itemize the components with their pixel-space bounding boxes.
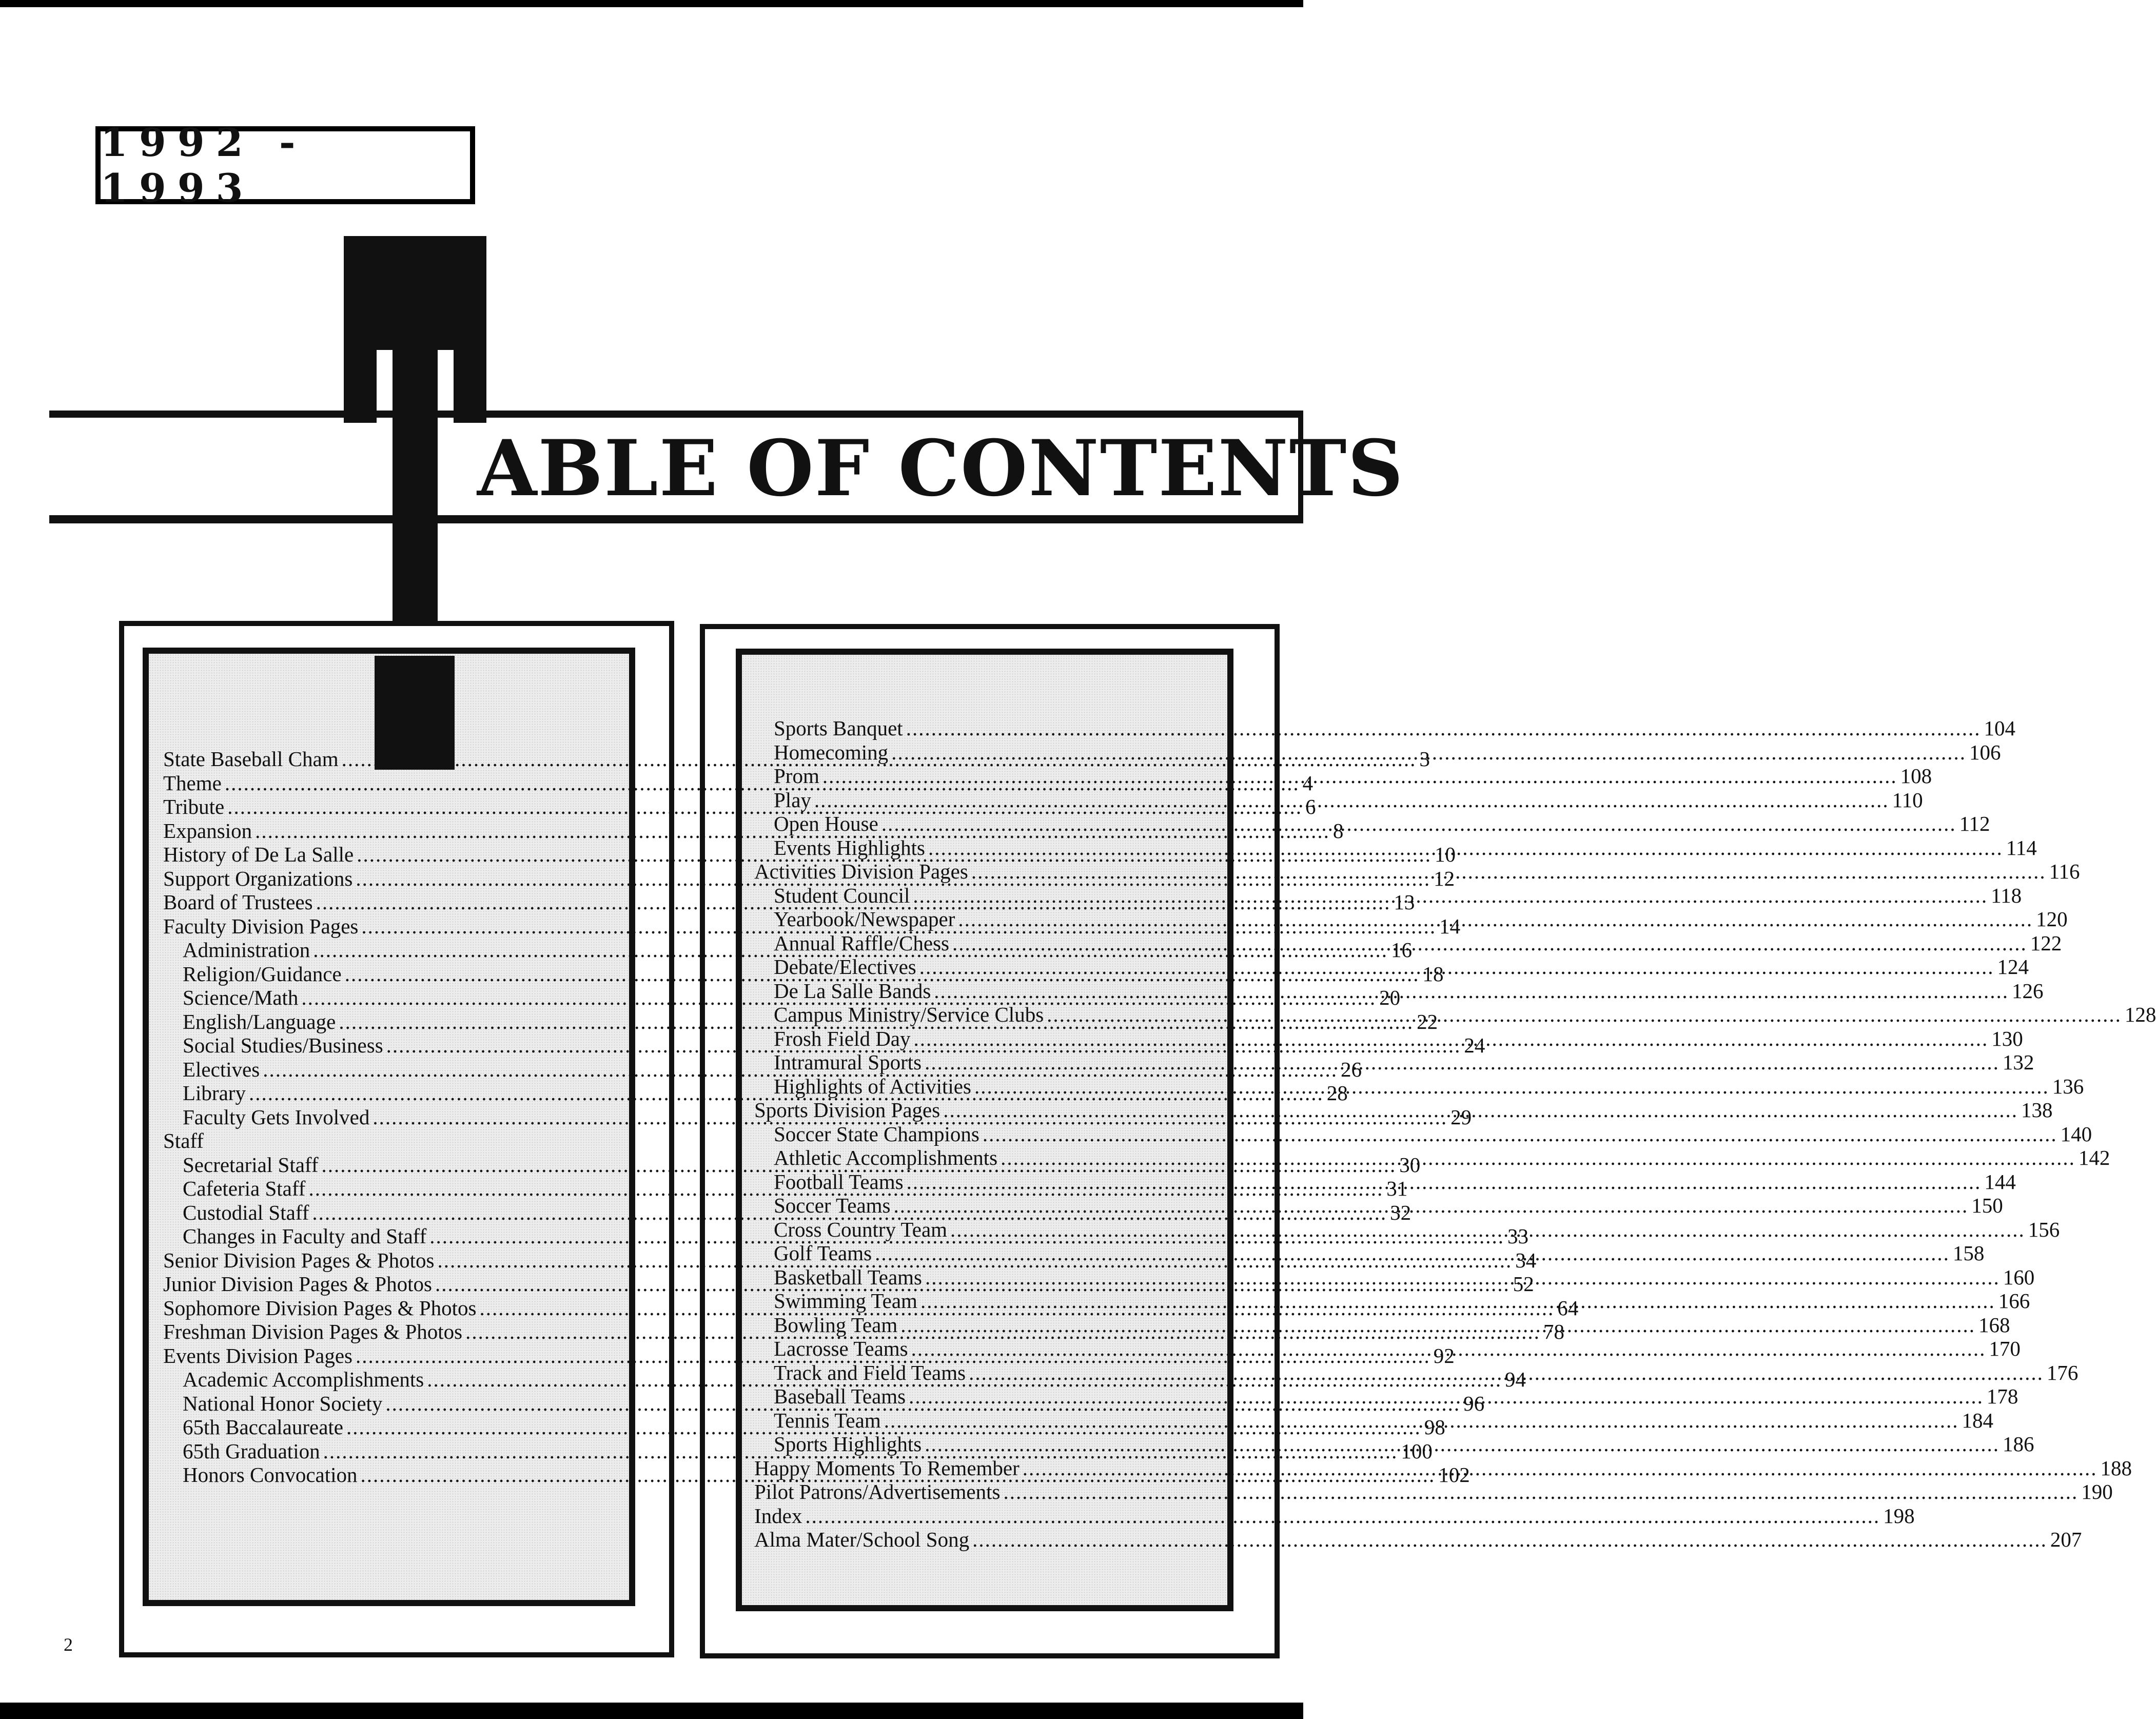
toc-entry-page: 24 xyxy=(1464,1033,1485,1057)
toc-entry-page: 78 xyxy=(1543,1320,1564,1343)
toc-entry-page: 64 xyxy=(1557,1296,1579,1320)
toc-entry-page: 33 xyxy=(1507,1224,1528,1248)
toc-entry-page: 94 xyxy=(1505,1368,1526,1391)
toc-entry-page: 170 xyxy=(1989,1337,2021,1360)
toc-entry-page: 178 xyxy=(1986,1384,2018,1408)
toc-leader-dots xyxy=(920,1289,1995,1313)
toc-entry-label: De La Salle Bands xyxy=(774,979,931,1003)
t-foot-overlay xyxy=(375,656,455,770)
toc-entry-page: 92 xyxy=(1433,1343,1455,1368)
toc-entry-page: 166 xyxy=(1998,1289,2030,1313)
toc-entry-label: Athletic Accomplishments xyxy=(774,1146,998,1169)
toc-entry-label: Football Teams xyxy=(774,1169,904,1194)
toc-entry-label: History of De La Salle xyxy=(163,843,354,866)
toc-entry-page: 186 xyxy=(2002,1432,2034,1456)
toc-entry-label: Library xyxy=(183,1081,246,1105)
toc-leader-dots xyxy=(911,1337,1986,1361)
toc-entry-page: 132 xyxy=(2002,1050,2034,1074)
toc-entry-label: Golf Teams xyxy=(774,1241,872,1265)
toc-entry-label: Lacrosse Teams xyxy=(774,1337,908,1360)
toc-entry-page: 120 xyxy=(2036,907,2068,931)
toc-entry-page: 10 xyxy=(1434,843,1456,866)
toc-entry-label: Freshman Division Pages & Photos xyxy=(163,1320,463,1343)
toc-entry-page: 130 xyxy=(1991,1026,2023,1050)
toc-entry-page: 52 xyxy=(1513,1272,1534,1296)
toc-entry-label: Sports Banquet xyxy=(774,716,903,740)
toc-entry-label: Play xyxy=(774,788,811,812)
toc-entry-page: 156 xyxy=(2028,1217,2060,1241)
toc-entry xyxy=(754,716,2015,740)
toc-entry-page: 13 xyxy=(1394,890,1415,914)
toc-entry-label: Changes in Faculty and Staff xyxy=(183,1224,427,1248)
toc-entry-page: 144 xyxy=(1984,1169,2016,1194)
year-box xyxy=(95,120,475,211)
page-number: 2 xyxy=(64,1634,73,1655)
toc-entry-page: 26 xyxy=(1341,1057,1362,1081)
toc-leader-dots xyxy=(952,931,2027,955)
toc-entry-label: Soccer Teams xyxy=(774,1194,891,1217)
toc-leader-dots xyxy=(881,812,1956,836)
title-rule-top xyxy=(49,411,1303,418)
toc-entry-label: Events Highlights xyxy=(774,835,925,860)
toc-leader-dots xyxy=(958,907,2033,931)
toc-leader-dots xyxy=(884,1409,1959,1433)
toc-entry-page: 34 xyxy=(1515,1248,1537,1272)
toc-leader-dots xyxy=(950,1218,2025,1242)
toc-entry-label: Frosh Field Day xyxy=(774,1026,911,1050)
toc-entry-label: Expansion xyxy=(163,818,252,843)
toc-entry xyxy=(754,788,1923,812)
toc-entry xyxy=(754,1122,2092,1146)
toc-entry-page: 118 xyxy=(1991,883,2022,907)
toc-leader-dots xyxy=(919,955,1994,979)
toc-entry-label: Tennis Team xyxy=(774,1408,881,1432)
toc-entry-label: Yearbook/Newspaper xyxy=(774,907,955,931)
toc-entry-page: 29 xyxy=(1451,1105,1472,1129)
toc-entry-label: 65th Graduation xyxy=(183,1439,320,1463)
toc-entry-label: Faculty Division Pages xyxy=(163,914,359,938)
toc-entry-label: Prom xyxy=(774,764,819,788)
toc-entry-page: 12 xyxy=(1434,866,1455,890)
toc-entry-label: Campus Ministry/Service Clubs xyxy=(774,1003,1044,1026)
toc-entry-page: 6 xyxy=(1305,795,1316,818)
toc-leader-dots xyxy=(1023,1456,2098,1480)
toc-leader-dots xyxy=(891,740,1966,765)
toc-entry-page: 22 xyxy=(1417,1009,1438,1033)
toc-entry-label: Soccer State Champions xyxy=(774,1122,979,1146)
toc-entry-page: 18 xyxy=(1422,962,1444,986)
toc-entry-label: Bowling Team xyxy=(774,1313,898,1337)
toc-entry xyxy=(163,1129,599,1153)
toc-leader-dots xyxy=(1047,1003,2122,1027)
toc-entry-label: Custodial Staff xyxy=(183,1200,309,1224)
toc-leader-dots xyxy=(814,788,1889,812)
toc-leader-dots xyxy=(875,1241,1950,1265)
toc-entry-page: 158 xyxy=(1952,1241,1985,1265)
toc-entry-page: 168 xyxy=(1978,1313,2010,1337)
toc-entry-label: Sports Highlights xyxy=(774,1432,922,1456)
toc-entry-label: Basketball Teams xyxy=(774,1265,923,1289)
toc-entry-label: Board of Trustees xyxy=(163,890,313,914)
toc-entry-label: Junior Division Pages & Photos xyxy=(163,1272,432,1296)
toc-entry-label: Secretarial Staff xyxy=(183,1152,319,1177)
toc-entry-label: Happy Moments To Remember xyxy=(754,1456,1020,1480)
toc-leader-dots xyxy=(925,1432,2000,1456)
toc-entry-label: Homecoming xyxy=(774,740,889,764)
toc-leader-dots xyxy=(913,884,1988,908)
toc-entry-label: Student Council xyxy=(774,883,910,907)
toc-entry-label: Events Division Pages xyxy=(163,1343,352,1368)
toc-leader-dots xyxy=(914,1027,1989,1051)
toc-entry-label: Staff xyxy=(163,1129,204,1152)
toc-leader-dots xyxy=(909,1384,1984,1409)
toc-entry-page: 116 xyxy=(2049,860,2080,883)
toc-leader-dots xyxy=(928,836,2003,860)
toc-entry-page: 190 xyxy=(2081,1480,2113,1503)
toc-leader-dots xyxy=(1003,1480,2078,1504)
toc-entry-label: State Baseball Cham xyxy=(163,747,339,771)
toc-leader-dots xyxy=(906,716,1981,740)
toc-entry-label: Electives xyxy=(183,1057,260,1081)
year-range: 1992 - 1993 xyxy=(101,120,307,211)
scan-border-bottom xyxy=(0,1703,1303,1719)
toc-leader-dots xyxy=(900,1313,1975,1337)
toc-entry xyxy=(754,1528,2082,1552)
toc-entry xyxy=(754,764,1932,788)
toc-entry-label: Highlights of Activities xyxy=(774,1074,971,1098)
toc-entry-label: Tribute xyxy=(163,795,225,818)
toc-entry-label: Sophomore Division Pages & Photos xyxy=(163,1296,477,1320)
toc-entry-label: Administration xyxy=(183,938,310,962)
toc-entry-label: Open House xyxy=(774,812,878,835)
toc-entry xyxy=(754,740,2001,765)
toc-entry-label: Cafeteria Staff xyxy=(183,1177,306,1200)
scan-border-top xyxy=(0,0,1303,7)
toc-entry-label: Index xyxy=(754,1503,802,1528)
toc-entry-page: 102 xyxy=(1438,1463,1470,1487)
toc-leader-dots xyxy=(934,979,2009,1003)
toc-entry-page: 96 xyxy=(1463,1391,1485,1415)
toc-leader-dots xyxy=(974,1075,2049,1099)
toc-entry-page: 104 xyxy=(1984,716,2015,740)
toc-entry-label: Social Studies/Business xyxy=(183,1033,383,1057)
toc-entry-page: 184 xyxy=(1962,1408,1993,1432)
toc-entry xyxy=(754,812,1990,836)
t-right-serif xyxy=(454,350,486,423)
toc-entry-label: Intramural Sports xyxy=(774,1050,922,1074)
toc-entry-label: Swimming Team xyxy=(774,1289,917,1313)
toc-entry-page: 188 xyxy=(2100,1456,2132,1480)
toc-entry-label: Activities Division Pages xyxy=(754,860,968,883)
toc-entry-page: 160 xyxy=(2003,1265,2035,1289)
toc-entry-page: 28 xyxy=(1326,1081,1348,1105)
t-crossbar xyxy=(344,236,486,350)
toc-entry-page: 32 xyxy=(1390,1200,1412,1224)
toc-entry-label: Science/Math xyxy=(183,986,299,1009)
toc-entry-page: 136 xyxy=(2052,1074,2084,1098)
toc-entry-label: Academic Accomplishments xyxy=(183,1368,424,1391)
toc-entry-page: 108 xyxy=(1900,764,1932,788)
toc-entry-page: 98 xyxy=(1424,1415,1445,1439)
toc-entry xyxy=(754,1503,1915,1528)
toc-entry-page: 124 xyxy=(1997,955,2029,979)
toc-entry-page: 128 xyxy=(2124,1003,2156,1026)
toc-entry-page: 198 xyxy=(1883,1503,1915,1528)
toc-entry-label: Cross Country Team xyxy=(774,1217,948,1241)
toc-leader-dots xyxy=(893,1194,1968,1218)
toc-entry-page: 114 xyxy=(2006,835,2037,860)
toc-entry-label: Theme xyxy=(163,771,222,795)
toc-entry-label: Baseball Teams xyxy=(774,1384,906,1408)
toc-entry-label: Track and Field Teams xyxy=(774,1360,966,1384)
toc-entry-page: 176 xyxy=(2046,1360,2079,1384)
toc-leader-dots xyxy=(1001,1146,2075,1170)
toc-leader-dots xyxy=(971,860,2046,884)
toc-entry xyxy=(754,1480,2113,1504)
toc-entry-label: Pilot Patrons/Advertisements xyxy=(754,1480,1001,1503)
toc-entry-page: 112 xyxy=(1959,812,1990,835)
toc-entry-page: 138 xyxy=(2021,1098,2053,1122)
toc-entry-label: 65th Baccalaureate xyxy=(183,1415,344,1439)
toc-entry-page: 100 xyxy=(1401,1439,1433,1463)
t-left-serif xyxy=(344,350,377,423)
toc-entry-label: Senior Division Pages & Photos xyxy=(163,1248,435,1272)
toc-entry-label: Annual Raffle/Chess xyxy=(774,931,949,955)
toc-entry-page: 14 xyxy=(1439,914,1461,938)
toc-entry-label: Faculty Gets Involved xyxy=(183,1105,370,1129)
toc-leader-dots xyxy=(925,1050,2000,1075)
toc-entry-label: Religion/Guidance xyxy=(183,962,342,986)
toc-entry-page: 126 xyxy=(2012,979,2044,1003)
toc-entry-page: 142 xyxy=(2078,1146,2110,1169)
toc-entry-page: 106 xyxy=(1969,740,2001,764)
toc-entry-label: National Honor Society xyxy=(183,1391,383,1415)
toc-entry-page: 30 xyxy=(1399,1152,1421,1177)
toc-entry-label: Debate/Electives xyxy=(774,955,916,979)
toc-leader-dots xyxy=(822,764,1897,788)
toc-entry-page: 31 xyxy=(1386,1177,1408,1200)
toc-entry-page: 8 xyxy=(1332,818,1344,843)
toc-entry-page: 122 xyxy=(2030,931,2062,955)
toc-entry-label: Sports Division Pages xyxy=(754,1098,940,1122)
toc-leader-dots xyxy=(983,1122,2057,1146)
toc-leader-dots xyxy=(805,1504,1880,1528)
toc-entry-page: 110 xyxy=(1892,788,1923,812)
toc-leader-dots xyxy=(925,1265,2000,1290)
toc-entry-page: 3 xyxy=(1419,747,1430,771)
toc-entry-label: Alma Mater/School Song xyxy=(754,1528,970,1551)
toc-entry-label: Honors Convocation xyxy=(183,1463,358,1487)
title-rule-bottom xyxy=(49,515,1303,523)
toc-entry-page: 207 xyxy=(2050,1528,2082,1551)
toc-leader-dots xyxy=(972,1528,2047,1552)
page-title: ABLE OF CONTENTS xyxy=(477,423,1404,514)
toc-entry-page: 4 xyxy=(1302,771,1314,795)
toc-entry-label: Support Organizations xyxy=(163,866,353,890)
toc-leader-dots xyxy=(943,1098,2018,1122)
toc-entry-page: 16 xyxy=(1391,938,1413,962)
toc-entry-page: 150 xyxy=(1971,1194,2003,1217)
toc-entry-page: 20 xyxy=(1379,986,1401,1009)
toc-entry-label: English/Language xyxy=(183,1009,336,1033)
toc-leader-dots xyxy=(907,1170,1982,1194)
toc-leader-dots xyxy=(969,1361,2044,1385)
t-stem xyxy=(393,339,438,657)
toc-entry-page: 140 xyxy=(2060,1122,2092,1146)
